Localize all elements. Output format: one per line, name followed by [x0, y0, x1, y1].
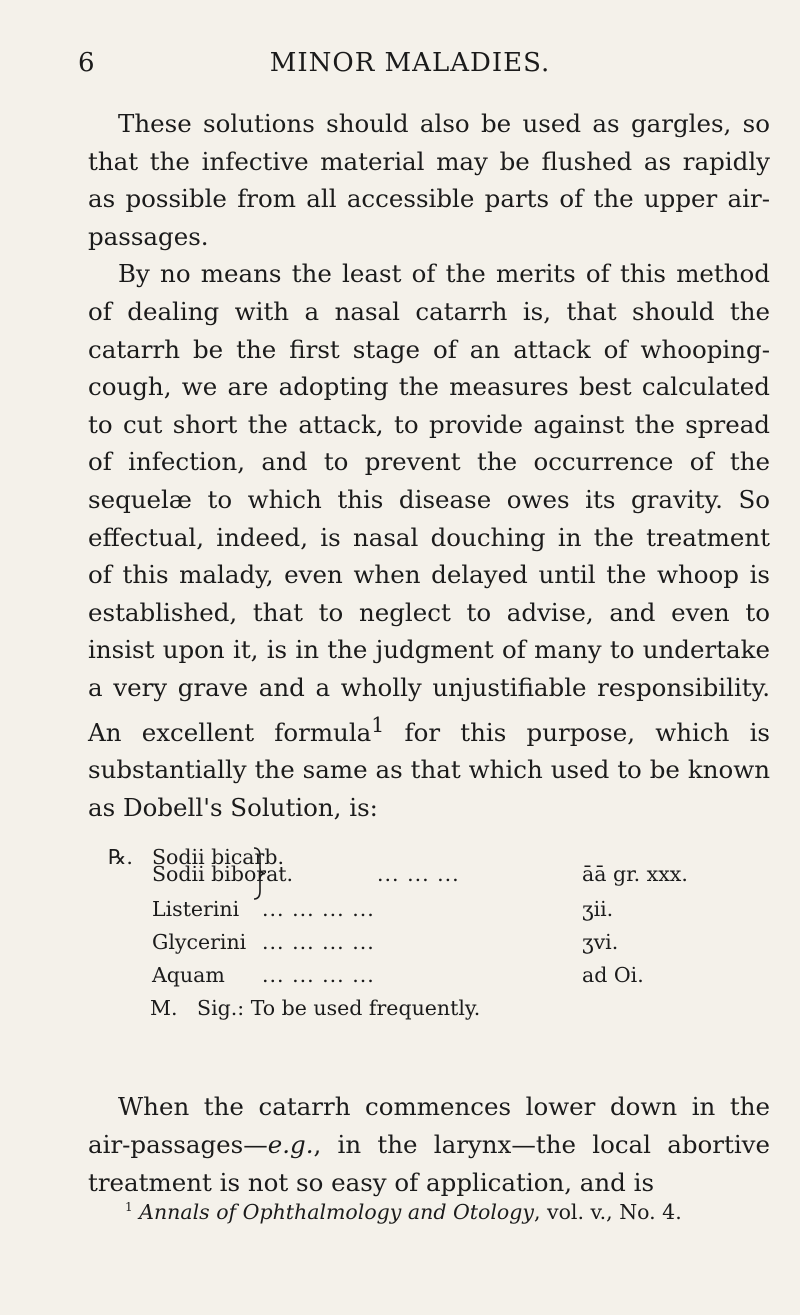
- ingredient-quantity: āā gr. xxx.: [582, 862, 688, 886]
- paragraph-3-text-cont: , in the larynx—the local abortive treatment is not so easy of application, and is: [88, 1130, 770, 1197]
- prescription-line: [152, 927, 762, 958]
- ingredient-quantity: ad Oi.: [582, 963, 644, 987]
- prescription-line: [152, 960, 762, 991]
- leader-dots: ... ... ... ...: [262, 897, 375, 921]
- ingredient-quantity: ʒvi.: [582, 930, 619, 954]
- leader-dots: ... ... ... ...: [262, 930, 375, 954]
- paragraph-2-text: By no means the least of the merits of this method of dealing with a nasal catarrh is, that should the catarrh be the first stage of an attack of whooping-cough, we are adopting the measures best calculated to cut short the attack, to provide against the spread of infection, and to prevent the occurrence of the sequelæ to which this disease owes its gravity. So effectual, indeed, is nasal douching in the treatment of this malady, even when delayed until the whoop is established, that to neglect to advise, and even to insist upon it, is in the judgment of many to undertake a very grave and a wholly unjustifiable responsibility. An excellent formula: [88, 259, 770, 747]
- eg-abbrev: e.g.: [267, 1130, 314, 1159]
- ingredient-name: Aquam: [152, 963, 225, 987]
- page-header: [70, 48, 750, 88]
- prescription-signature: M. Sig.: To be used frequently.: [150, 996, 481, 1020]
- footnote-rest: , vol. v., No. 4.: [533, 1200, 682, 1224]
- footnote-mark: 1: [125, 1200, 133, 1215]
- footnote-title: Annals of Ophthalmology and Otology: [139, 1200, 534, 1224]
- running-title: MINOR MALADIES.: [269, 48, 551, 78]
- main-text: [88, 105, 770, 826]
- prescription-line: [152, 859, 762, 890]
- leader-dots: ... ... ...: [377, 862, 460, 886]
- main-text-continued: [88, 1088, 770, 1202]
- paragraph-2: [88, 255, 770, 826]
- paragraph-3: [88, 1088, 770, 1202]
- prescription: [108, 842, 762, 1028]
- ingredient-name: Sodii bicarb.: [152, 845, 284, 869]
- ingredient-quantity: ʒii.: [582, 897, 614, 921]
- footnote: [125, 1200, 682, 1224]
- leader-dots: ... ... ... ...: [262, 963, 375, 987]
- ingredient-name: Listerini: [152, 897, 240, 921]
- paragraph-1: These solutions should also be used as gargles, so that the infective material may be flushed as rapidly as possible from all accessible parts of the upper air-passages.: [88, 109, 770, 251]
- paragraph-2-text-cont: for this purpose, which is substantially the same as that which used to be known as Dobell's Solution, is:: [88, 717, 770, 822]
- footnote-reference: 1: [371, 712, 385, 737]
- paragraph-3-text: When the catarrh commences lower down in the air-passages—: [88, 1092, 770, 1159]
- prescription-line: [152, 894, 762, 925]
- recipe-symbol: ℞.: [108, 845, 133, 869]
- ingredient-name: Glycerini: [152, 930, 247, 954]
- page-number: 6: [78, 48, 95, 78]
- ingredient-name: Sodii biborat.: [152, 862, 294, 886]
